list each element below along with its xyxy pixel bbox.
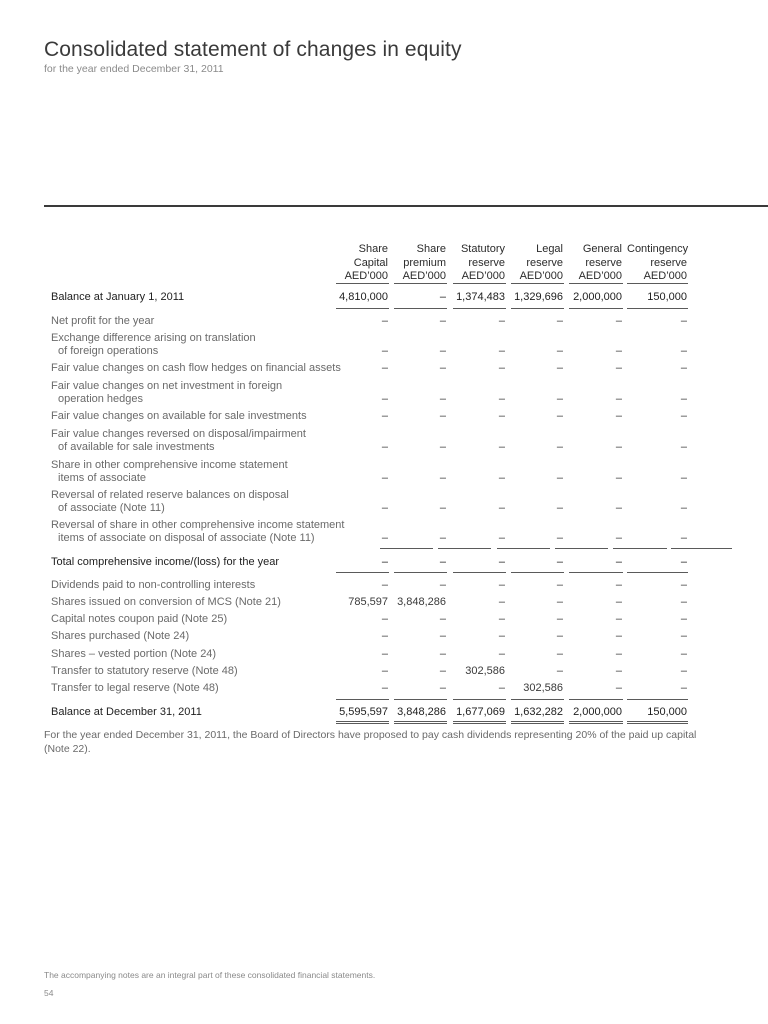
double-underline: [336, 721, 389, 724]
row-underline: [613, 548, 667, 549]
row-underline: [380, 548, 433, 549]
row-underline: [627, 308, 688, 309]
column-header-legal-reserve: Legal reserve AED’000: [519, 243, 563, 282]
row-underline: [336, 572, 389, 573]
row-underline: [511, 308, 564, 309]
financial-statements-note: The accompanying notes are an integral part of these consolidated financial statements.: [44, 970, 376, 980]
double-underline: [511, 721, 564, 724]
column-header-general-reserve: General reserve AED’000: [578, 243, 622, 282]
header-underline: [511, 283, 564, 284]
row-underline: [453, 699, 506, 700]
row-underline: [453, 572, 506, 573]
page-title: Consolidated statement of changes in equity: [44, 38, 462, 61]
double-underline: [453, 721, 506, 724]
page-subtitle: for the year ended December 31, 2011: [44, 63, 224, 75]
row-underline: [569, 699, 623, 700]
double-underline: [394, 721, 447, 724]
row-underline: [497, 548, 550, 549]
row-underline: [394, 308, 447, 309]
row-underline: [569, 572, 623, 573]
double-underline: [627, 721, 688, 724]
header-underline: [336, 283, 389, 284]
dividend-footnote: For the year ended December 31, 2011, the Board of Directors have proposed to pay cash dividends representing 20% of the paid up capital (Note 22).: [44, 729, 697, 755]
row-underline: [438, 548, 491, 549]
row-underline: [627, 699, 688, 700]
row-underline: [555, 548, 608, 549]
row-underline: [394, 699, 447, 700]
row-underline: [453, 308, 506, 309]
row-underline: [569, 308, 623, 309]
page-number: 54: [44, 988, 54, 998]
column-header-share-premium: Share premium AED’000: [402, 243, 446, 282]
row-underline: [336, 699, 389, 700]
row-underline: [511, 572, 564, 573]
header-underline: [394, 283, 447, 284]
column-header-contingency-reserve: Contingency reserve AED’000: [627, 243, 689, 282]
column-header-statutory-reserve: Statutory reserve AED’000: [460, 243, 505, 282]
column-header-share-capital: Share Capital AED’000: [344, 243, 388, 282]
header-underline: [453, 283, 506, 284]
row-underline: [671, 548, 732, 549]
row-underline: [627, 572, 688, 573]
header-underline: [569, 283, 623, 284]
row-underline: [394, 572, 447, 573]
header-underline: [627, 283, 688, 284]
row-underline: [336, 308, 389, 309]
header-rule: [44, 205, 768, 207]
double-underline: [569, 721, 623, 724]
row-underline: [511, 699, 564, 700]
